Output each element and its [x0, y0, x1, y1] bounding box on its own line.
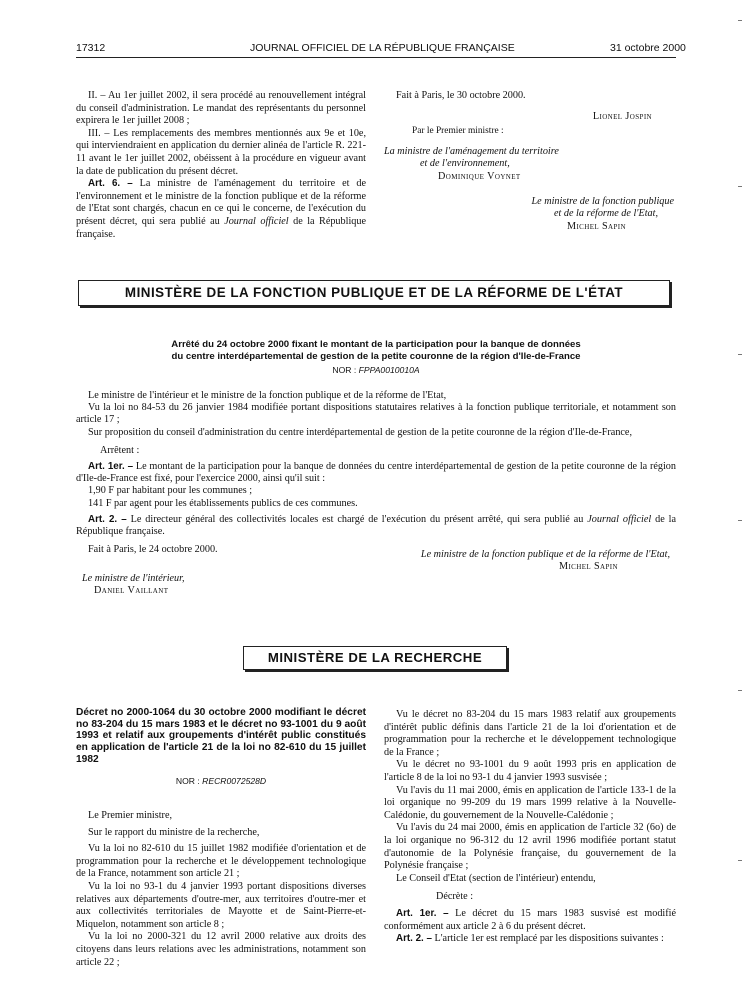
top-left-column [76, 90, 366, 241]
paragraph [76, 178, 366, 241]
signature-name: Daniel Vaillant [94, 585, 169, 596]
paragraph: Le Premier ministre, [88, 810, 173, 821]
arrete-title-line: Arrêté du 24 octobre 2000 fixant le montant de la participation pour la banque de données [171, 339, 581, 350]
article-text: Le montant de la participation pour la banque de données du centre interdépartemental de gestion de la petite couronne de la région d'Ile-de-France est fixé, pour l'exercice 2000, ainsi qu'il suit : [76, 461, 676, 485]
paragraph: 1,90 F par habitant pour les communes ; [88, 485, 253, 497]
ministry-banner: MINISTÈRE DE LA RECHERCHE [243, 646, 507, 670]
signature-title: Le ministre de l'intérieur, [82, 573, 185, 584]
minister-name: Michel Sapin [566, 220, 626, 232]
nor-line [76, 365, 676, 375]
decret-right-column [384, 709, 676, 946]
decret-title: Décret no 2000-1064 du 30 octobre 2000 modifiant le décret no 83-204 du 15 mars 1983 et le décret no 93-1001 du 9 août 1993 et relatif aux groupements d'intérêt public constitués en application de l'article 21 de la loi no 82-610 du 15 juillet 1982 [76, 707, 366, 765]
paragraph: Vu le décret no 93-1001 du 9 août 1993 pris en application de l'article 8 de la loi no 93-1 du 4 janvier 1993 susvisée ; [384, 759, 676, 783]
paragraph [76, 461, 676, 485]
decret-left-column [76, 810, 366, 969]
nor-label: NOR : [332, 365, 357, 375]
margin-tick [738, 354, 742, 355]
page-number: 17312 [76, 42, 106, 54]
paragraph: Vu le décret no 83-204 du 15 mars 1983 relatif aux groupements d'intérêt public définis dans l'article 21 de la loi d'orientation et de programmation pour la recherche et le développement technologique de la France ; [384, 709, 676, 758]
article-end: de la République française. [76, 513, 676, 538]
header-rule [76, 57, 676, 58]
paragraph [76, 514, 676, 538]
margin-tick [738, 20, 742, 21]
paragraph: III. – Les remplacements des membres mentionnés aux 9e et 10e, qui interviendraient en application du dernier alinéa de l'article R. 221-11 avant le 1er juillet 2002, obéissent à la procédure en vigueur avant la date de publication du présent décret. [76, 127, 366, 177]
paragraph: 141 F par agent pour les établissements publics de ces communes. [88, 497, 358, 509]
article-label: Art. 6. – [88, 178, 133, 190]
arrete-title-line: du centre interdépartemental de gestion de la petite couronne de la région d'Ile-de-France [171, 350, 581, 362]
signer-name: Lionel Jospin [592, 110, 652, 122]
paragraph: Sur le rapport du ministre de la recherche, [88, 826, 260, 838]
header-date: 31 octobre 2000 [610, 42, 686, 54]
article-label: Art. 2. – [88, 513, 127, 525]
arrete-body [76, 390, 676, 556]
margin-tick [738, 520, 742, 521]
margin-tick [738, 186, 742, 187]
ministry-banner: MINISTÈRE DE LA FONCTION PUBLIQUE ET DE LA RÉFORME DE L'ÉTAT [78, 280, 670, 306]
paragraph [384, 908, 676, 933]
minister-title: Le ministre de la fonction publique [531, 195, 674, 207]
paragraph: Le ministre de l'intérieur et le ministre de la fonction publique et de la réforme de l'Etat, [88, 390, 447, 401]
journal-ref: Journal officiel [587, 513, 652, 525]
article-label: Art. 2. – [396, 933, 432, 945]
article-text: Le décret du 15 mars 1983 susvisé est modifié conformément aux article 2 à 6 du présent décret. [384, 907, 676, 932]
paragraph [384, 933, 676, 946]
minister-title: La ministre de l'aménagement du territoire [384, 145, 559, 157]
paragraph: Vu la loi no 82-610 du 15 juillet 1982 modifiée d'orientation et de programmation pour la recherche et le développement technologique de la France, notamment son article 21 ; [76, 843, 366, 880]
nor-code: FPPA0010010A [358, 365, 420, 375]
minister-name: Dominique Voynet [438, 170, 521, 182]
nor-line [76, 776, 366, 786]
minister-title: et de la réforme de l'Etat, [553, 208, 658, 220]
arrete-title [76, 339, 676, 362]
margin-tick [738, 690, 742, 691]
article-end: de la République française. [76, 215, 366, 240]
paragraph: Sur proposition du conseil d'administration du centre interdépartemental de gestion de la petite couronne de la région d'Ile-de-France, [88, 426, 632, 438]
article-text: Le directeur général des collectivités locales est chargé de l'exécution du présent arrêté, qui sera publié au [126, 513, 588, 525]
journal-ref: Journal officiel [224, 215, 289, 227]
paragraph: Vu la loi no 2000-321 du 12 avril 2000 relative aux droits des citoyens dans leurs relations avec les administrations, notamment son article 22 ; [76, 931, 366, 968]
arretent: Arrêtent : [100, 444, 140, 456]
nor-code: RECR0072528D [202, 776, 267, 786]
article-label: Art. 1er. – [88, 461, 134, 473]
journal-title: JOURNAL OFFICIEL DE LA RÉPUBLIQUE FRANÇAISE [250, 42, 515, 54]
signature-name: Michel Sapin [558, 561, 618, 572]
article-text: La ministre de l'aménagement du territoire et de l'environnement et le ministre de la fonction publique et de la réforme de l'Etat sont chargés, chacun en ce qui le concerne, de l'exécution du présent décret, qui sera publié au [76, 178, 366, 227]
paragraph: Vu l'avis du 24 mai 2000, émis en application de l'article 32 (6o) de la loi organique no 96-312 du 12 avril 1996 modifiée portant statut d'autonomie de la Polynésie française, du gouvernement de la Polynésie française ; [384, 822, 676, 872]
margin-tick [738, 860, 742, 861]
top-right-signatures [384, 90, 676, 233]
fait-line: Fait à Paris, le 24 octobre 2000. [88, 544, 218, 556]
minister-title: et de l'environnement, [420, 158, 510, 170]
paragraph: Vu la loi no 93-1 du 4 janvier 1993 portant dispositions diverses relatives aux départements d'outre-mer, aux territoires d'outre-mer et aux collectivités territoriales de Mayotte et de Saint-Pierre-et-Miquelon, notamment son article 8 ; [76, 880, 366, 930]
paragraph: Vu l'avis du 11 mai 2000, émis en application de l'article 133-1 de la loi organique no 99-209 du 19 mars 1999 relative à la Nouvelle-Calédonie, du gouvernement de la Nouvelle-Calédonie ; [384, 784, 676, 821]
fait-line: Fait à Paris, le 30 octobre 2000. [396, 90, 526, 101]
paragraph: II. – Au 1er juillet 2002, il sera procédé au renouvellement intégral du conseil d'administration. Le mandat des représentants du personnel expirera le 1er juillet 2008 ; [76, 90, 366, 127]
par-line: Par le Premier ministre : [412, 126, 504, 137]
article-text: L'article 1er est remplacé par les dispositions suivantes : [431, 933, 664, 945]
article-label: Art. 1er. – [396, 907, 449, 919]
nor-label: NOR : [175, 776, 200, 786]
signature-title: Le ministre de la fonction publique et de la réforme de l'Etat, [420, 549, 670, 560]
decrete: Décrète : [436, 891, 474, 903]
paragraph: Vu la loi no 84-53 du 26 janvier 1984 modifiée portant dispositions statutaires relatives à la fonction publique territoriale, et notamment son article 17 ; [76, 402, 676, 426]
paragraph: Le Conseil d'Etat (section de l'intérieur) entendu, [396, 872, 596, 884]
